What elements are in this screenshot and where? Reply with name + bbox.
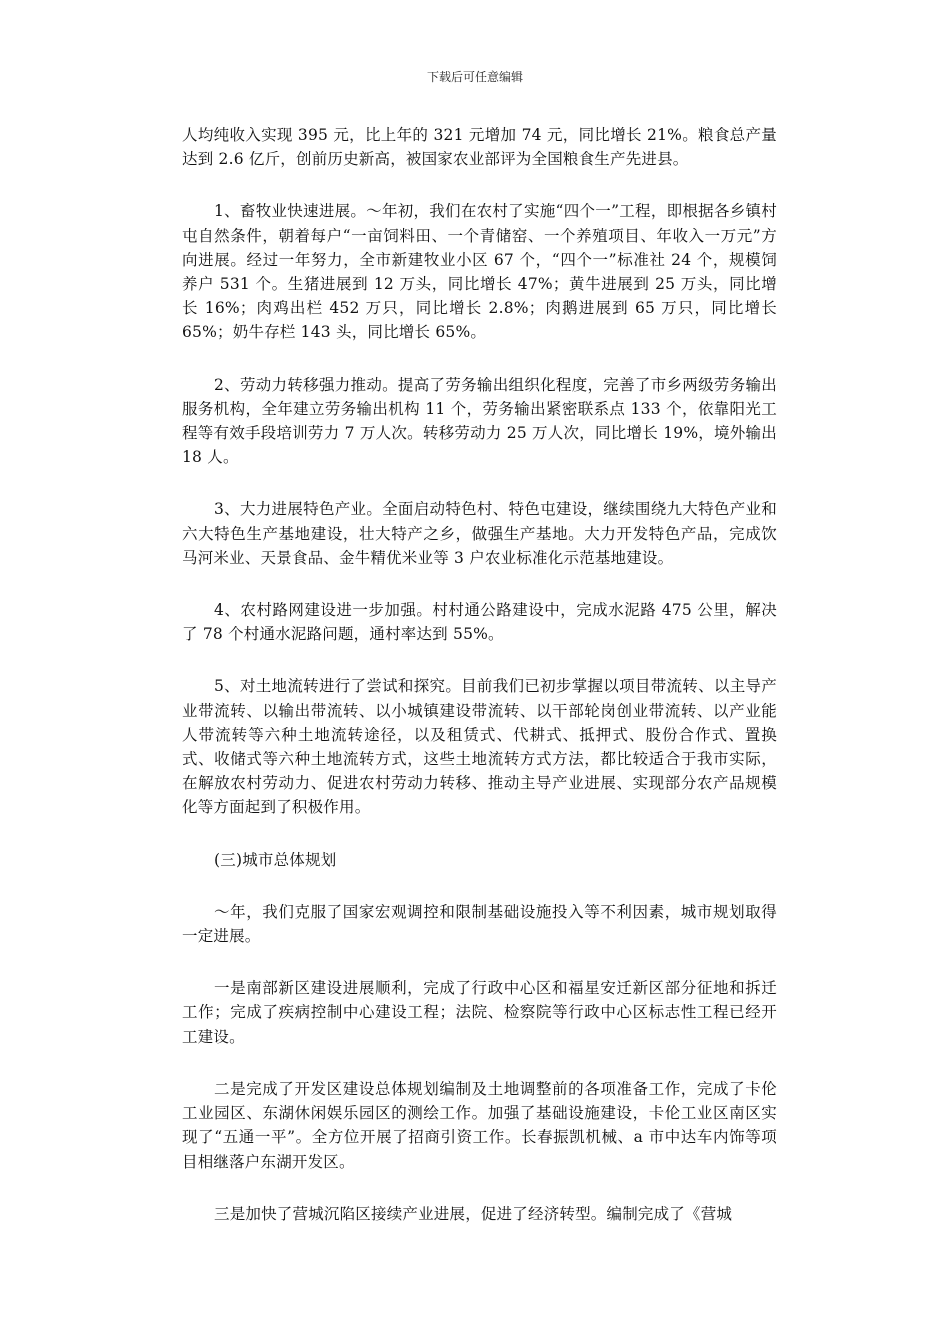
- page-header: 下载后可任意编辑: [426, 70, 523, 84]
- paragraph-land-transfer: 5、对土地流转进行了尝试和探究。目前我们已初步掌握以项目带流转、以主导产业带流转、以输出带流转、以小城镇建设带流转、以干部轮岗创业带流转、以产业能人带流转等六种土地流转途径，以及租赁式、代耕式、抵押式、股份合作式、置换式、收储式等六种土地流转方式，这些土地流转方式方法，都比较适合于我市实际，在解放农村劳动力、促进农村劳动力转移、推动主导产业进展、实现部分农产品规模化等方面起到了积极作用。: [182, 677, 777, 817]
- paragraph-development-zone: 二是完成了开发区建设总体规划编制及土地调整前的各项准备工作，完成了卡伦工业园区、东湖休闲娱乐园区的测绘工作。加强了基础设施建设，卡伦工业区南区实现了“五通一平”。全方位开展了招商引资工作。长春振凯机械、a 市中达车内饰等项目相继落户东湖开发区。: [182, 1079, 777, 1171]
- paragraph-planning-intro: ～年，我们克服了国家宏观调控和限制基础设施投入等不利因素，城市规划取得一定进展。: [182, 902, 777, 946]
- paragraph-special-industry: 3、大力进展特色产业。全面启动特色村、特色屯建设，继续围绕九大特色产业和六大特色生产基地建设，壮大特产之乡，做强生产基地。大力开发特色产品，完成饮马河米业、天景食品、金牛精优米业等 3 户农业标准化示范基地建设。: [182, 500, 777, 567]
- paragraph-yingcheng: 三是加快了营城沉陷区接续产业进展，促进了经济转型。编制完成了《营城: [214, 1204, 733, 1223]
- paragraph-income: 人均纯收入实现 395 元，比上年的 321 元增加 74 元，同比增长 21%。粮食总产量达到 2.6 亿斤，创前历史新高，被国家农业部评为全国粮食生产先进县。: [182, 126, 777, 169]
- document-body: [182, 123, 777, 1254]
- section-heading-urban-planning: (三)城市总体规划: [214, 850, 337, 869]
- paragraph-livestock: 1、畜牧业快速进展。～年初，我们在农村了实施“四个一”工程，即根据各乡镇村屯自然条件，朝着每户“一亩饲料田、一个青储窑、一个养殖项目、年收入一万元”方向进展。经过一年努力，全市新建牧业小区 67 个，“四个一”标准社 24 个，规模饲养户 531 个。生猪进展到 12 万头，同比增长 47%；黄牛进展到 25 万头，同比增长 16%；肉鸡出栏 452 万只，同比增长 2.8%；肉鹅进展到 65 万只，同比增长 65%；奶牛存栏 143 头，同比增长 65%。: [182, 202, 777, 342]
- paragraph-road-network: 4、农村路网建设进一步加强。村村通公路建设中，完成水泥路 475 公里，解决了 78 个村通水泥路问题，通村率达到 55%。: [182, 601, 777, 644]
- paragraph-south-district: 一是南部新区建设进展顺利，完成了行政中心区和福星安迁新区部分征地和拆迁工作；完成了疾病控制中心建设工程；法院、检察院等行政中心区标志性工程已经开工建设。: [182, 979, 777, 1046]
- paragraph-labor: 2、劳动力转移强力推动。提高了劳务输出组织化程度，完善了市乡两级劳务输出服务机构，全年建立劳务输出机构 11 个，劳务输出紧密联系点 133 个，依靠阳光工程等有效手段培训劳力 7 万人次。转移劳动力 25 万人次，同比增长 19%，境外输出 18 人。: [182, 375, 777, 467]
